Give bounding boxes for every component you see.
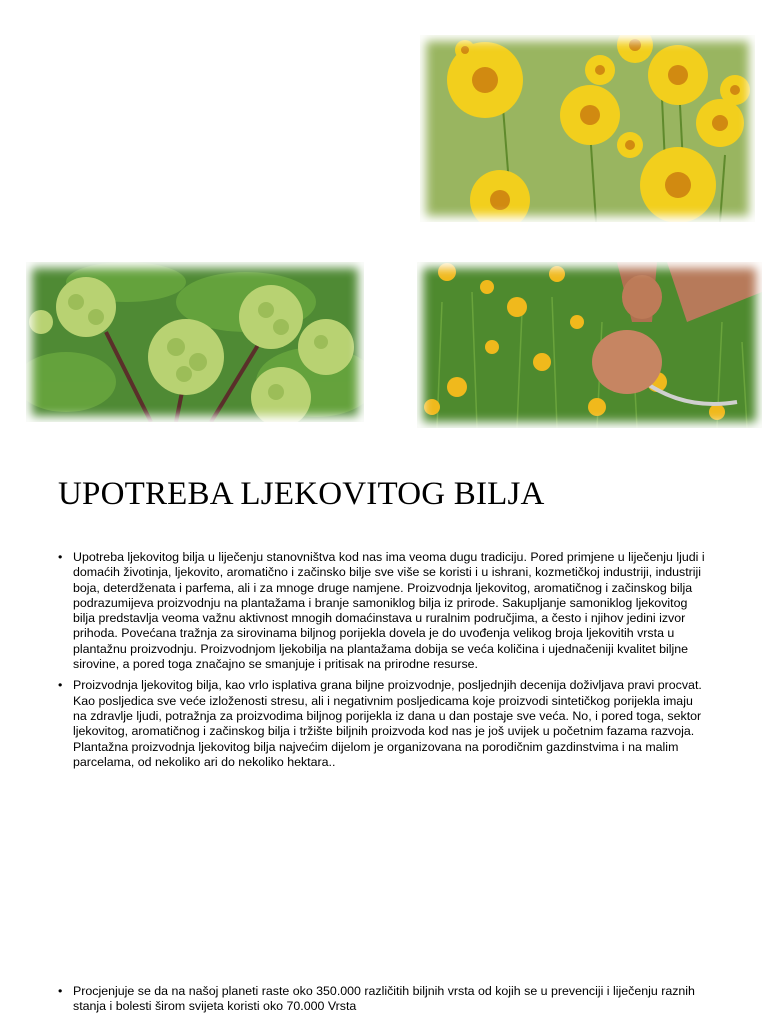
arnica-flowers-illustration <box>420 35 755 222</box>
yarrow-harvest-illustration <box>417 262 762 428</box>
angelica-plants-photo <box>26 262 364 422</box>
page-title: UPOTREBA LJEKOVITOG BILJA <box>58 476 545 512</box>
bullet-paragraph: • Upotreba ljekovitog bilja u liječenju stanovništva kod nas ima veoma dugu tradiciju. Pored primjene u liječenju ljudi i domaćih životinja, ljekovito, aromatično i začinsko bilje sve više se koristi i u ishrani, kozmetičkoj industriji, industriji boja, deterdženata i parfema, ali i za mnoge druge namjene. Proizvodnja ljekovitog, aromatičnog i začinskog bilja podrazumijeva proizvodnju na plantažama i branje samoniklog bilja iz prirode. Sakupljanje samoniklog ljekovitog bilja predstavlja veoma važnu aktivnost mnogih domaćinstava u ruralnim područjima, a često i njihov jedini izvor prihoda. Povećana tražnja za sirovinama biljnog porijekla dovela je do uvođenja velikog broja ljekovitih vrsta u plantažnu proizvodnju. Proizvodnjom ljekobilja na plantažama dobija se veća količina i ujednačeniji kvalitet biljne sirovine, a pored toga značajno se smanjuje i pritisak na prirodne resurse. <box>58 550 708 672</box>
bullet-paragraph: • Procjenjuje se da na našoj planeti raste oko 350.000 različitih biljnih vrsta od kojih se u prevenciji i liječenju raznih stanja i bolesti širom svijeta koristi oko 70.000 Vrsta <box>58 984 708 1015</box>
yarrow-harvest-photo <box>417 262 762 428</box>
bullet-paragraph: • Proizvodnja ljekovitog bilja, kao vrlo isplativa grana biljne proizvodnje, posljednjih decenija doživljava pravi procvat. Kao posljedica sve veće izloženosti stresu, ali i negativnim posljedicama koje proizvodi sintetičkog porijekla imaju na zdravlje ljudi, potražnja za proizvodima biljnog porijekla iz dana u dan postaje sve veća. No, i pored toga, sektor ljekovitog, aromatičnog i začinskog bilja i tržište biljnih proizvoda kod nas je još uvijek u početnim fazama razvoja. Plantažna proizvodnja ljekovitog bilja najvećim dijelom je organizovana na porodičnim gazdinstvima i na malim parcelama, od nekoliko ari do nekoliko hektara.. <box>58 678 708 770</box>
bullet-list <box>58 550 708 770</box>
arnica-flowers-photo <box>420 35 755 222</box>
angelica-plants-illustration <box>26 262 364 422</box>
bullet-list-bottom <box>58 984 708 1015</box>
